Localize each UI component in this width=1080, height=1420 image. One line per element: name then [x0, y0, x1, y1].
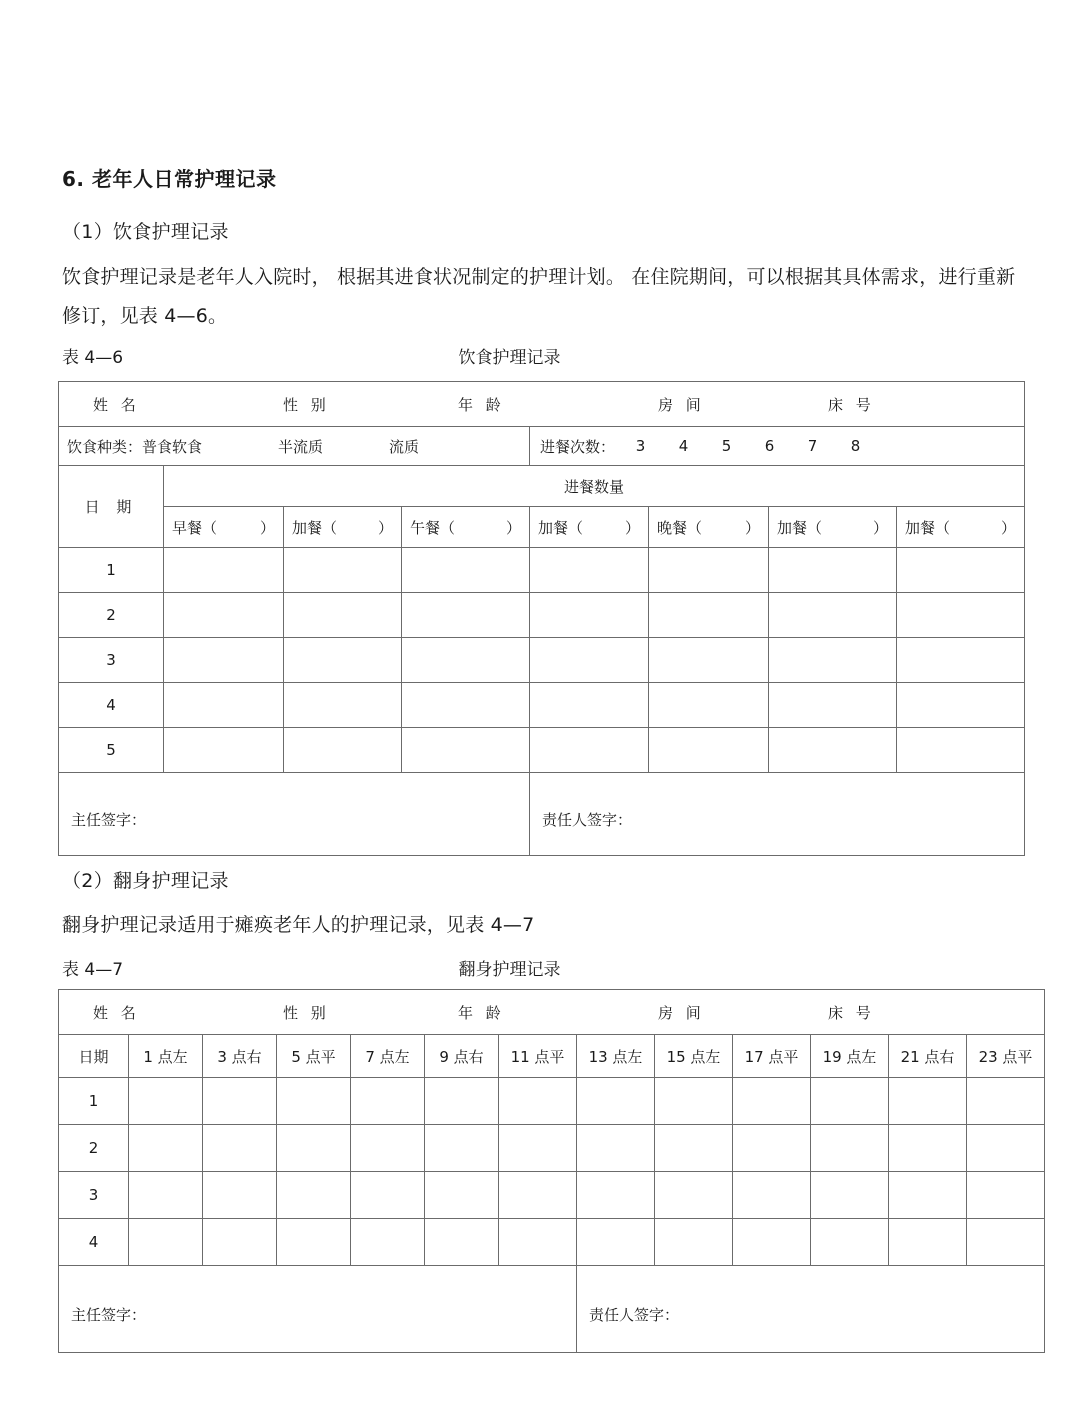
header-meal-dinner — [649, 507, 769, 548]
header-meal-paren: ） — [624, 518, 640, 537]
header-meal-snack-4 — [897, 507, 1025, 548]
header-time-19: 19 点左 — [811, 1035, 889, 1078]
data-cell[interactable] — [402, 638, 530, 683]
data-cell[interactable] — [897, 683, 1025, 728]
meal-count-option[interactable]: 6 — [764, 437, 775, 455]
header-meal-label: 加餐（ — [777, 518, 823, 537]
header-time-01: 1 点左 — [129, 1035, 203, 1078]
label-room: 房 间 — [658, 395, 705, 414]
data-cell[interactable] — [655, 1125, 733, 1172]
header-meal-label: 加餐（ — [905, 518, 951, 537]
data-cell[interactable] — [649, 683, 769, 728]
diet-option-semi-liquid[interactable]: 半流质 — [278, 437, 324, 456]
data-cell[interactable] — [889, 1219, 967, 1266]
data-cell[interactable] — [277, 1125, 351, 1172]
header-time-17: 17 点平 — [733, 1035, 811, 1078]
caption-label-turn: 表 4—7 — [62, 960, 124, 980]
table-row — [59, 1078, 1045, 1125]
data-cell[interactable] — [530, 728, 649, 773]
data-cell[interactable] — [769, 728, 897, 773]
data-cell[interactable] — [129, 1172, 203, 1219]
meal-count-option[interactable]: 3 — [635, 437, 646, 455]
label-age: 年 龄 — [458, 1003, 505, 1022]
data-cell[interactable] — [203, 1172, 277, 1219]
data-cell[interactable] — [277, 1172, 351, 1219]
header-meal-paren: ） — [872, 518, 888, 537]
paragraph-diet: 饮食护理记录是老年人入院时， 根据其进食状况制定的护理计划。 在住院期间，可以根据其具体需求，进行重新修订，见表 4—6。 — [62, 266, 1016, 327]
label-age: 年 龄 — [458, 395, 505, 414]
data-cell[interactable] — [769, 683, 897, 728]
data-cell[interactable] — [402, 548, 530, 593]
header-time-13: 13 点左 — [577, 1035, 655, 1078]
data-cell[interactable] — [967, 1078, 1045, 1125]
data-cell[interactable] — [277, 1078, 351, 1125]
header-time-03: 3 点右 — [203, 1035, 277, 1078]
data-cell[interactable] — [164, 638, 284, 683]
data-cell[interactable] — [203, 1078, 277, 1125]
data-cell[interactable] — [129, 1078, 203, 1125]
caption-label-diet: 表 4—6 — [62, 348, 124, 368]
header-meal-snack-1 — [284, 507, 402, 548]
signature-responsible-label: 责任人签字： — [589, 1305, 680, 1324]
header-time-21: 21 点右 — [889, 1035, 967, 1078]
table-row-meal-header — [59, 507, 1025, 548]
data-cell[interactable] — [577, 1078, 655, 1125]
data-cell[interactable] — [733, 1125, 811, 1172]
table-row — [59, 638, 1025, 683]
data-cell[interactable] — [649, 548, 769, 593]
subsection-heading-diet: （1）饮食护理记录 — [62, 221, 229, 243]
data-cell[interactable] — [769, 638, 897, 683]
data-cell[interactable] — [284, 638, 402, 683]
data-cell[interactable] — [164, 548, 284, 593]
identity-cell — [59, 990, 1045, 1035]
header-time-23: 23 点平 — [967, 1035, 1045, 1078]
data-cell[interactable] — [284, 683, 402, 728]
data-cell[interactable] — [203, 1125, 277, 1172]
table-diet-care-record — [58, 381, 1025, 856]
data-cell[interactable] — [967, 1125, 1045, 1172]
header-meal-paren: ） — [259, 518, 275, 537]
data-cell[interactable] — [897, 638, 1025, 683]
label-sex: 性 别 — [283, 1003, 330, 1022]
data-cell[interactable] — [425, 1078, 499, 1125]
row-index: 4 — [59, 683, 164, 728]
row-index: 2 — [59, 1125, 129, 1172]
table-row — [59, 683, 1025, 728]
diet-type-cell — [59, 427, 530, 466]
data-cell[interactable] — [897, 593, 1025, 638]
meal-count-option[interactable]: 5 — [721, 437, 732, 455]
section-title-text: 老年人日常护理记录 — [91, 167, 277, 191]
data-cell[interactable] — [655, 1172, 733, 1219]
diet-type-label: 饮食种类：普食软食 — [67, 437, 203, 456]
data-cell[interactable] — [897, 728, 1025, 773]
header-meal-snack-3 — [769, 507, 897, 548]
table-row-identity — [59, 990, 1045, 1035]
label-name: 姓 名 — [93, 395, 140, 414]
header-meal-paren: ） — [505, 518, 521, 537]
table-row-time-header — [59, 1035, 1045, 1078]
data-cell[interactable] — [649, 593, 769, 638]
signature-responsible-label: 责任人签字： — [542, 810, 633, 829]
label-room: 房 间 — [658, 1003, 705, 1022]
data-cell[interactable] — [351, 1125, 425, 1172]
meal-count-option[interactable]: 7 — [807, 437, 818, 455]
table-row — [59, 1172, 1045, 1219]
data-cell[interactable] — [129, 1125, 203, 1172]
data-cell[interactable] — [655, 1219, 733, 1266]
header-meal-label: 晚餐（ — [657, 518, 703, 537]
header-meal-snack-2 — [530, 507, 649, 548]
identity-cell — [59, 382, 1025, 427]
caption-title-diet: 饮食护理记录 — [458, 348, 561, 368]
data-cell[interactable] — [284, 728, 402, 773]
data-cell[interactable] — [530, 638, 649, 683]
header-meal-label: 早餐（ — [172, 518, 218, 537]
data-cell[interactable] — [577, 1172, 655, 1219]
row-index: 5 — [59, 728, 164, 773]
table-row — [59, 593, 1025, 638]
header-meal-lunch — [402, 507, 530, 548]
header-meal-breakfast — [164, 507, 284, 548]
data-cell[interactable] — [577, 1219, 655, 1266]
header-date — [59, 466, 164, 548]
signature-responsible-cell[interactable] — [530, 773, 1025, 856]
meal-count-option[interactable]: 8 — [850, 437, 861, 455]
header-time-11: 11 点平 — [499, 1035, 577, 1078]
data-cell[interactable] — [402, 593, 530, 638]
table-row-group-header — [59, 466, 1025, 507]
subsection-heading-turn: （2）翻身护理记录 — [62, 870, 229, 892]
table-row-signature — [59, 773, 1025, 856]
table-row — [59, 1219, 1045, 1266]
row-index: 2 — [59, 593, 164, 638]
data-cell[interactable] — [351, 1172, 425, 1219]
data-cell[interactable] — [351, 1219, 425, 1266]
data-cell[interactable] — [277, 1219, 351, 1266]
data-cell[interactable] — [284, 548, 402, 593]
table-row-signature — [59, 1266, 1045, 1353]
header-meal-label: 加餐（ — [292, 518, 338, 537]
caption-title-turn: 翻身护理记录 — [458, 960, 561, 980]
data-cell[interactable] — [129, 1219, 203, 1266]
table-row — [59, 728, 1025, 773]
data-cell[interactable] — [769, 548, 897, 593]
diet-option-liquid[interactable]: 流质 — [389, 437, 420, 456]
meal-count-cell — [530, 427, 1025, 466]
row-index: 1 — [59, 1078, 129, 1125]
data-cell[interactable] — [499, 1172, 577, 1219]
data-cell[interactable] — [889, 1125, 967, 1172]
row-index: 3 — [59, 1172, 129, 1219]
signature-director-cell[interactable] — [59, 1266, 577, 1353]
signature-responsible-cell[interactable] — [577, 1266, 1045, 1353]
table-row-diet-type — [59, 427, 1025, 466]
data-cell[interactable] — [811, 1172, 889, 1219]
data-cell[interactable] — [402, 728, 530, 773]
header-date-label: 日 期 — [84, 498, 138, 516]
header-meal-paren: ） — [744, 518, 760, 537]
data-cell[interactable] — [811, 1125, 889, 1172]
data-cell[interactable] — [284, 593, 402, 638]
header-meal-paren: ） — [1001, 518, 1017, 537]
data-cell[interactable] — [733, 1219, 811, 1266]
data-cell[interactable] — [649, 728, 769, 773]
header-meal-paren: ） — [377, 518, 393, 537]
data-cell[interactable] — [733, 1172, 811, 1219]
label-bed: 床 号 — [828, 1003, 875, 1022]
label-name: 姓 名 — [93, 1003, 140, 1022]
meal-count-label: 进餐次数： — [540, 437, 616, 456]
data-cell[interactable] — [499, 1219, 577, 1266]
signature-director-cell[interactable] — [59, 773, 530, 856]
table-row — [59, 548, 1025, 593]
table-row-identity — [59, 382, 1025, 427]
paragraph-turn: 翻身护理记录适用于瘫痪老年人的护理记录，见表 4—7 — [62, 914, 535, 936]
header-meal-label: 加餐（ — [538, 518, 584, 537]
section-number: 6. — [62, 167, 85, 191]
header-date: 日期 — [59, 1035, 129, 1078]
data-cell[interactable] — [425, 1125, 499, 1172]
data-cell[interactable] — [351, 1078, 425, 1125]
data-cell[interactable] — [967, 1172, 1045, 1219]
header-meal-quantity: 进餐数量 — [164, 466, 1025, 507]
data-cell[interactable] — [530, 593, 649, 638]
data-cell[interactable] — [402, 683, 530, 728]
data-cell[interactable] — [889, 1172, 967, 1219]
data-cell[interactable] — [164, 593, 284, 638]
data-cell[interactable] — [499, 1078, 577, 1125]
table-turning-care-record — [58, 989, 1045, 1353]
signature-director-label: 主任签字： — [71, 810, 147, 829]
data-cell[interactable] — [530, 548, 649, 593]
data-cell[interactable] — [164, 683, 284, 728]
data-cell[interactable] — [897, 548, 1025, 593]
data-cell[interactable] — [811, 1078, 889, 1125]
header-time-15: 15 点左 — [655, 1035, 733, 1078]
data-cell[interactable] — [889, 1078, 967, 1125]
data-cell[interactable] — [425, 1219, 499, 1266]
data-cell[interactable] — [769, 593, 897, 638]
data-cell[interactable] — [655, 1078, 733, 1125]
data-cell[interactable] — [530, 683, 649, 728]
caption-table-turn — [62, 955, 1024, 980]
header-time-05: 5 点平 — [277, 1035, 351, 1078]
caption-table-diet — [62, 343, 1024, 368]
signature-director-label: 主任签字： — [71, 1305, 147, 1324]
header-meal-label: 午餐（ — [410, 518, 456, 537]
data-cell[interactable] — [425, 1172, 499, 1219]
header-time-09: 9 点右 — [425, 1035, 499, 1078]
data-cell[interactable] — [164, 728, 284, 773]
meal-count-option[interactable]: 4 — [678, 437, 689, 455]
row-index: 1 — [59, 548, 164, 593]
data-cell[interactable] — [577, 1125, 655, 1172]
data-cell[interactable] — [811, 1219, 889, 1266]
label-bed: 床 号 — [828, 395, 875, 414]
row-index: 3 — [59, 638, 164, 683]
data-cell[interactable] — [649, 638, 769, 683]
data-cell[interactable] — [499, 1125, 577, 1172]
page-title — [62, 163, 276, 192]
table-row — [59, 1125, 1045, 1172]
row-index: 4 — [59, 1219, 129, 1266]
label-sex: 性 别 — [283, 395, 330, 414]
header-time-07: 7 点左 — [351, 1035, 425, 1078]
data-cell[interactable] — [967, 1219, 1045, 1266]
data-cell[interactable] — [733, 1078, 811, 1125]
data-cell[interactable] — [203, 1219, 277, 1266]
